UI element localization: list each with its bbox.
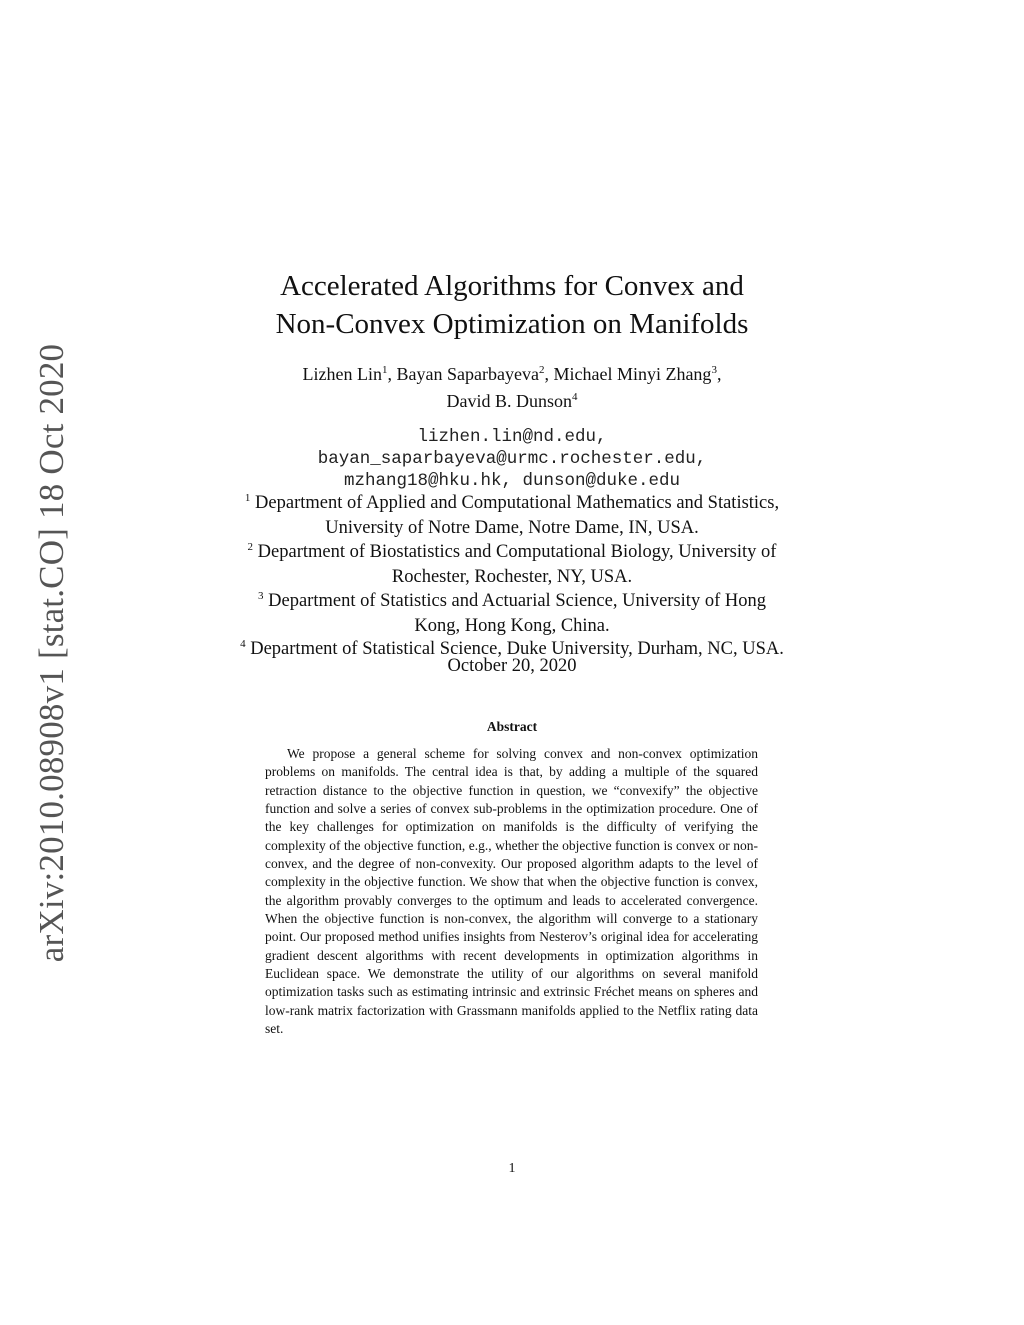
author-list [0,362,1024,416]
affiliation-mark: 1 [244,492,251,504]
author-line-2 [0,389,1024,416]
author-emails [0,426,1024,492]
title-line-2: Non-Convex Optimization on Manifolds [275,308,749,340]
page-number: 1 [508,1161,516,1176]
author-separator: , [544,364,554,384]
author-affil-mark: 3 [711,364,717,376]
author-separator: , [716,364,722,384]
author-affil-mark: 2 [538,364,545,376]
email-line: bayan_saparbayeva@urmc.rochester.edu, [317,449,707,469]
affiliation-mark: 4 [240,638,246,651]
author-line-1 [0,362,1024,389]
author-affil-mark: 4 [572,391,578,403]
author-name: Lizhen Lin [302,364,383,384]
affiliation-text: Department of Applied and Computational Mathematics and Statistics, [255,493,780,513]
email-line: mzhang18@hku.hk, dunson@duke.edu [343,471,681,491]
affiliation-mark: 3 [258,589,264,602]
publication-date: October 20, 2020 [447,656,577,676]
author-separator: , [387,364,397,384]
abstract-heading: Abstract [486,719,538,734]
arxiv-identifier: arXiv:2010.08908v1 [stat.CO] 18 Oct 2020 [32,343,71,963]
author-name: Bayan Saparbayeva [396,364,539,384]
affiliation-text: Department of Statistical Science, Duke University, Durham, NC, USA. [250,639,784,660]
affiliation-3 [0,590,1024,615]
affiliation-mark: 2 [247,540,254,553]
author-name: Michael Minyi Zhang [553,364,712,384]
affiliation-1 [0,492,1024,517]
affiliation-1-cont: University of Notre Dame, Notre Dame, IN, USA. [325,518,699,539]
email-line: lizhen.lin@nd.edu, [417,427,607,447]
affiliation-3-cont: Kong, Hong Kong, China. [414,616,610,637]
author-affil-mark: 1 [382,364,388,376]
paper-title [0,267,1024,343]
affiliation-text: Department of Biostatistics and Computational Biology, University of [257,541,777,562]
author-name: David B. Dunson [446,391,572,411]
affiliation-2-cont: Rochester, Rochester, NY, USA. [391,567,633,588]
affiliation-2 [0,541,1024,566]
affiliation-text: Department of Statistics and Actuarial Science, University of Hong [268,590,766,611]
title-line-1: Accelerated Algorithms for Convex and [280,270,744,302]
affiliation-list [0,492,1024,664]
abstract-body: We propose a general scheme for solving convex and non-convex optimization problems on manifolds. The central idea is that, by adding a multiple of the squared retraction distance to the objective function in question, we “convexify” the objective function and solve a series of convex sub-problems in the optimization procedure. One of the key challenges for optimization on manifolds is the difficulty of verifying the complexity of the objective function, e.g., whether the objective function is convex or non-convex, and the degree of non-convexity. Our proposed algorithm adapts to the level of complexity in the objective function. We show that when the objective function is convex, the algorithm provably converges to the optimum and leads to accelerated convergence. When the objective function is non-convex, the algorithm will converge to a stationary point. Our proposed method unifies insights from Nesterov’s original idea for accelerating gradient descent algorithms with recent developments in optimization algorithms in Euclidean space. We demonstrate the utility of our algorithms on several manifold optimization tasks such as estimating intrinsic and extrinsic Fréchet means on spheres and low-rank matrix factorization with Grassmann manifolds applied to the Netflix rating data set. [265,746,758,1037]
